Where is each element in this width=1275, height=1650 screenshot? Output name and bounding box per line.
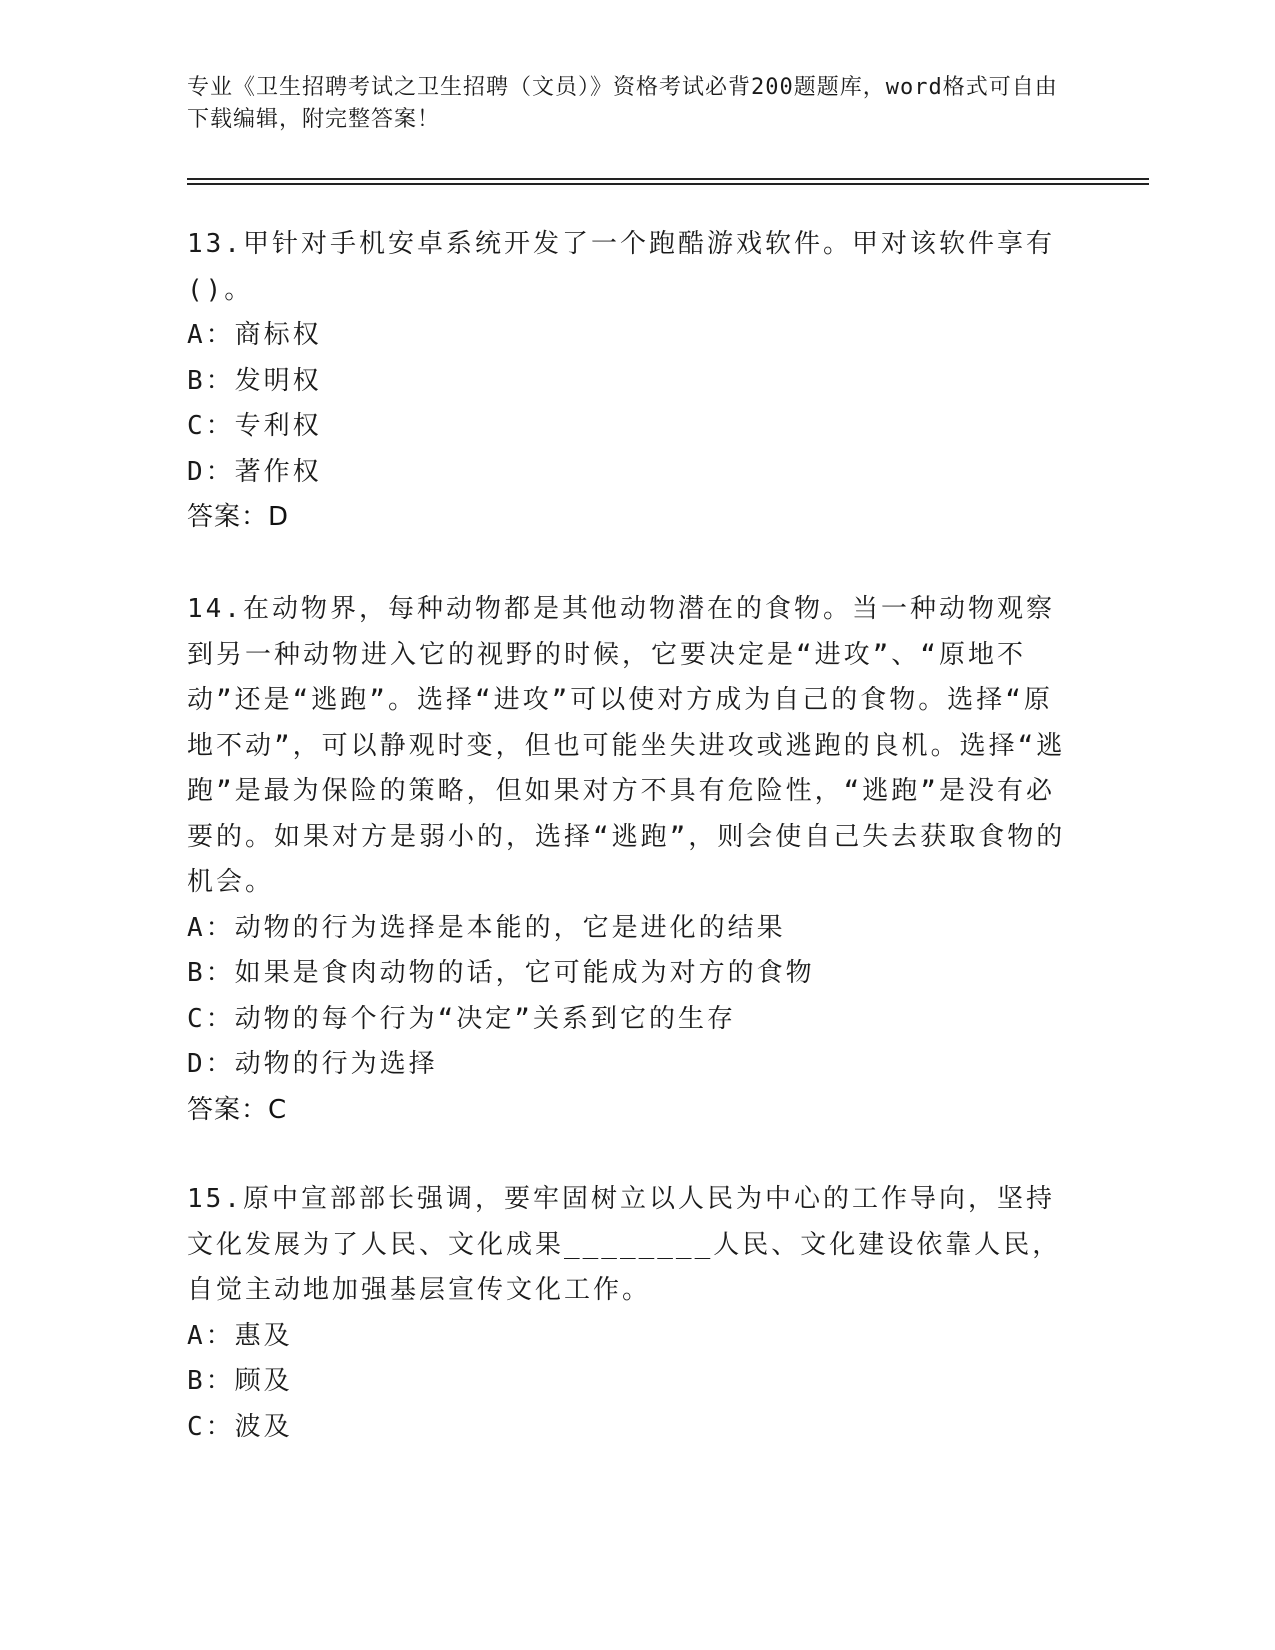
document-header: 专业《卫生招聘考试之卫生招聘（文员）》资格考试必背200题题库，word格式可自由下载编辑，附完整答案！ <box>187 75 1058 132</box>
question-stem: 15.原中宣部部长强调，要牢固树立以人民为中心的工作导向，坚持文化发展为了人民、文化成果________人民、文化建设依靠人民，自觉主动地加强基层宣传文化工作。 <box>187 1184 1062 1305</box>
answer-line <box>187 1088 1067 1134</box>
question-13 <box>187 222 1067 541</box>
answer-value: D <box>268 502 290 532</box>
question-stem: 14.在动物界，每种动物都是其他动物潜在的食物。当一种动物观察到另一种动物进入它的视野的时候，它要决定是“进攻”、“原地不动”还是“逃跑”。选择“进攻”可以使对方成为自己的食物。选择“原地不动”，可以静观时变，但也可能坐失进攻或逃跑的良机。选择“逃跑”是最为保险的策略，但如果对方不具有危险性，“逃跑”是没有必要的。如果对方是弱小的，选择“逃跑”，则会使自己失去获取食物的机会。 <box>187 594 1066 897</box>
answer-line <box>187 495 1067 541</box>
option-d: D：动物的行为选择 <box>187 1049 438 1079</box>
option-c: C：动物的每个行为“决定”关系到它的生存 <box>187 1003 736 1034</box>
answer-label: 答案： <box>187 1094 269 1125</box>
question-14 <box>187 587 1067 1133</box>
option-b: B：发明权 <box>187 365 322 396</box>
answer-label: 答案： <box>187 502 269 532</box>
option-d: D：著作权 <box>187 456 322 487</box>
question-15 <box>187 1177 1067 1450</box>
option-c: C：波及 <box>187 1411 293 1442</box>
option-a: A：商标权 <box>187 320 322 350</box>
header-rule-bottom <box>187 183 1149 185</box>
option-a: A：惠及 <box>187 1320 293 1351</box>
option-b: B：顾及 <box>187 1366 293 1396</box>
option-c: C：专利权 <box>187 411 322 441</box>
option-b: B：如果是食肉动物的话，它可能成为对方的食物 <box>187 958 815 988</box>
header-rule-top <box>187 178 1149 180</box>
question-stem: 13.甲针对手机安卓系统开发了一个跑酷游戏软件。甲对该软件享有()。 <box>187 229 1055 305</box>
option-a: A：动物的行为选择是本能的，它是进化的结果 <box>187 912 786 943</box>
answer-value: C <box>268 1094 288 1125</box>
